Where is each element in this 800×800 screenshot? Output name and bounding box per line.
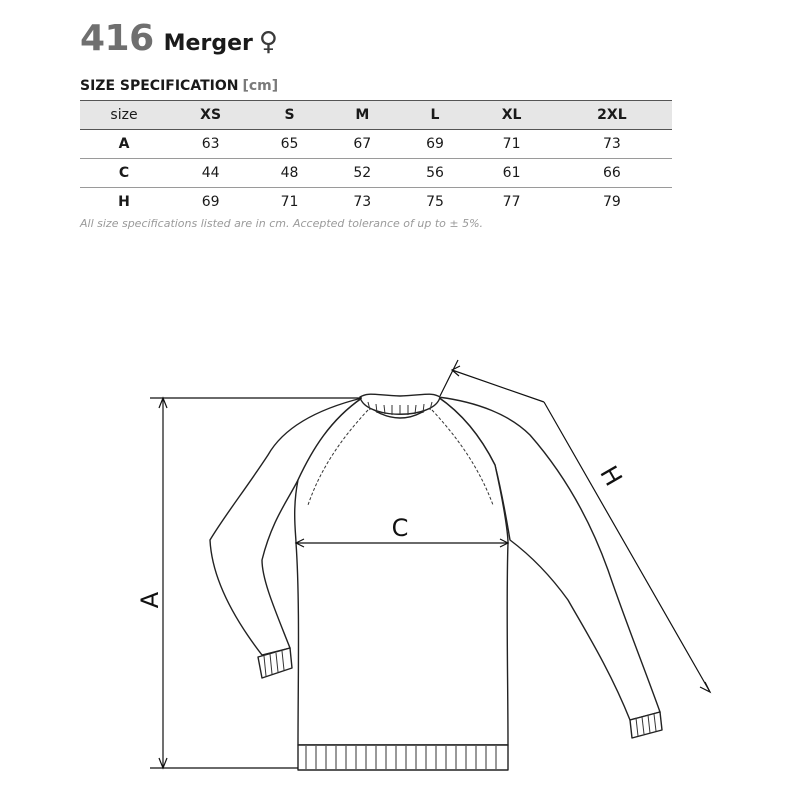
- dimension-h-label: H: [594, 461, 628, 491]
- product-code: 416: [80, 18, 154, 59]
- table-cell: 56: [399, 159, 472, 188]
- table-cell: 69: [201, 194, 220, 210]
- table-cell: 44: [168, 159, 253, 188]
- header-cell: S: [253, 101, 326, 130]
- header-cell: 2XL: [552, 101, 672, 130]
- tolerance-note: All size specifications listed are in cm. Accepted tolerance of up to ± 5%.: [80, 217, 484, 230]
- header-cell: L: [399, 101, 472, 130]
- header-cell: size: [80, 101, 168, 130]
- table-cell: 69: [399, 130, 472, 159]
- header-cell: XL: [471, 101, 551, 130]
- table-cell: 79: [602, 194, 621, 210]
- header-cell: M: [326, 101, 399, 130]
- dimension-c-label: C: [391, 514, 409, 542]
- table-cell: 67: [326, 130, 399, 159]
- table-cell: 73: [552, 130, 672, 159]
- table-cell: 66: [552, 159, 672, 188]
- table-cell: 71: [280, 194, 299, 210]
- spec-title-text: SIZE SPECIFICATION: [80, 78, 239, 94]
- dimension-a-label: A: [136, 591, 164, 609]
- table-cell: 48: [253, 159, 326, 188]
- spec-unit: [cm]: [242, 78, 279, 94]
- table-cell: 61: [471, 159, 551, 188]
- table-cell: 75: [426, 194, 444, 210]
- row-label: H: [118, 194, 130, 210]
- table-cell: 63: [168, 130, 253, 159]
- female-symbol-icon: ♀: [258, 27, 278, 57]
- row-label: A: [80, 130, 168, 159]
- table-cell: 73: [353, 194, 372, 210]
- header-cell: XS: [168, 101, 253, 130]
- sweatshirt-body: [295, 397, 508, 745]
- row-label: C: [80, 159, 168, 188]
- table-cell: 77: [502, 194, 521, 210]
- table-cell: 71: [471, 130, 551, 159]
- table-cell: 65: [253, 130, 326, 159]
- product-name: Merger: [163, 31, 253, 56]
- table-cell: 52: [326, 159, 399, 188]
